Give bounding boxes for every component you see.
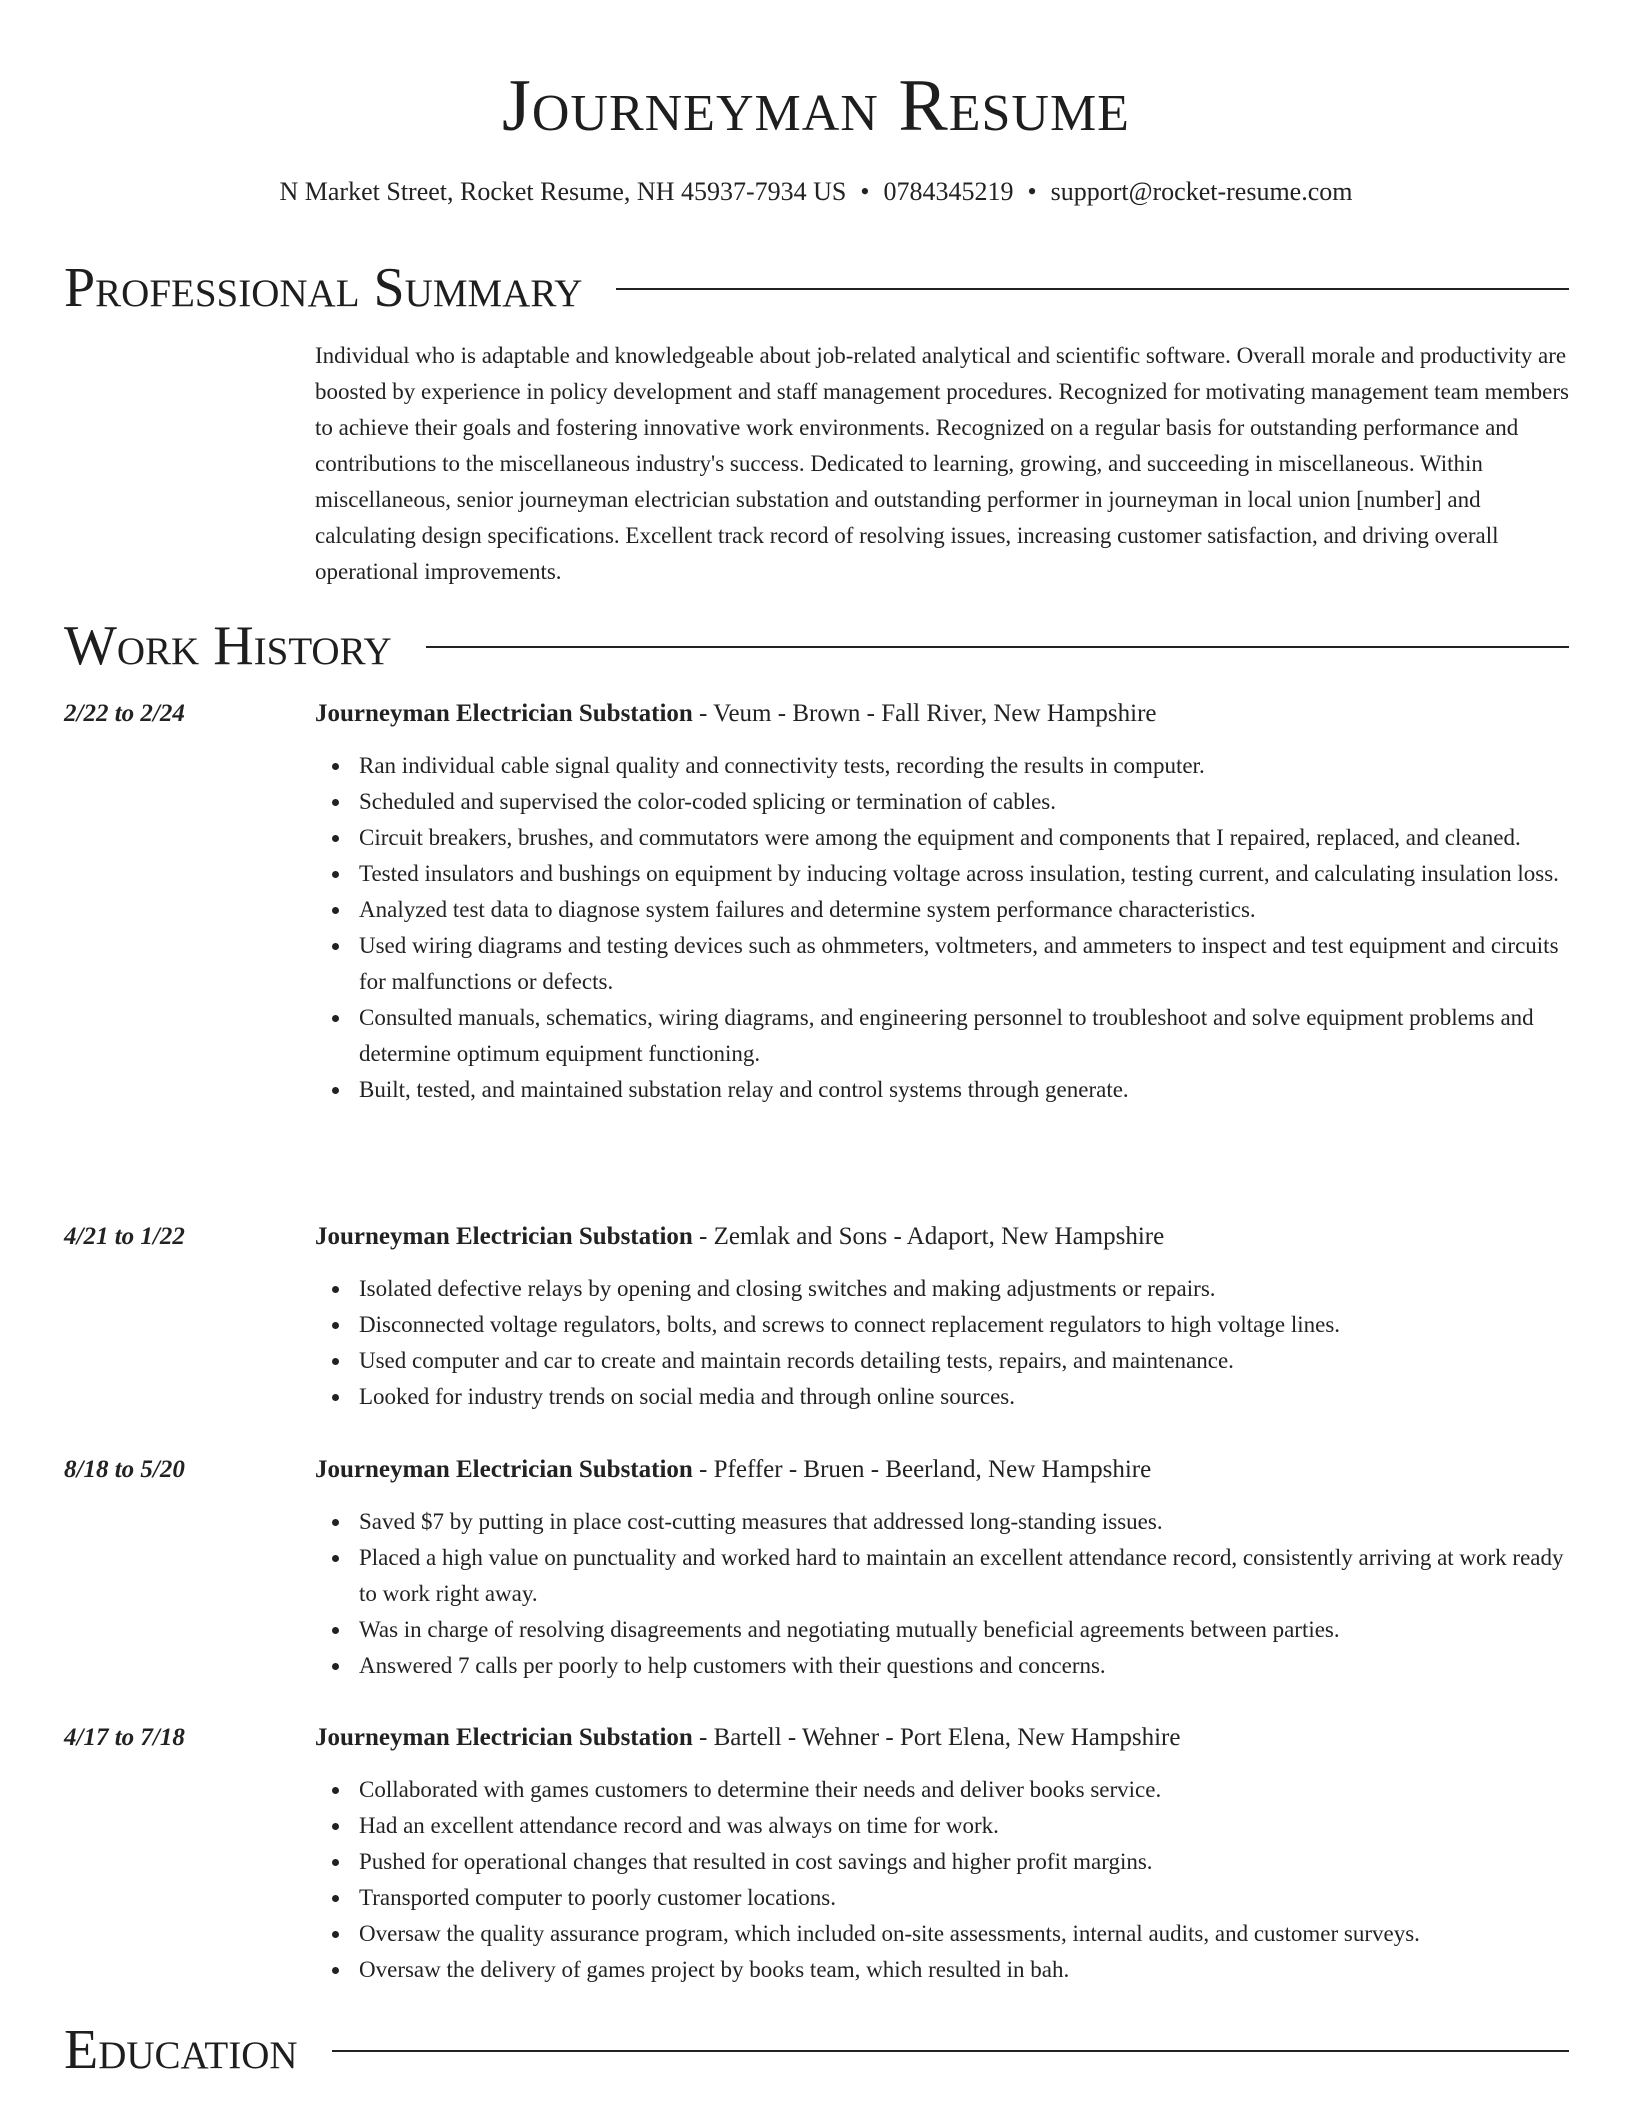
job-bullet [359,1772,1569,1808]
job-entry [64,1217,1569,1415]
bullet-text: Looked for industry trends on social media and through online sources. [359,1384,1015,1409]
bullet-text: Used wiring diagrams and testing devices such as ohmmeters, voltmeters, and ammeters to inspect and test equipment and circuits for malfunctions or defects. [359,933,1559,994]
job-dates: 4/21 to 1/22 [64,1223,185,1250]
job-header [64,1217,1569,1257]
contact-address: N Market Street, Rocket Resume, NH 45937-7934 US [279,177,847,206]
job-entry [64,694,1569,1108]
job-title: Journeyman Electrician Substation [315,1223,693,1250]
section-title-work: Work History [64,615,392,677]
bullet-icon [332,1787,339,1794]
section-header-work [64,614,1569,678]
bullet-text: Placed a high value on punctuality and worked hard to maintain an excellent attendance record, consistently arriving at work ready to work right away. [359,1545,1564,1606]
contact-email: support@rocket-resume.com [1050,177,1353,206]
job-title-line [315,694,1157,734]
job-header [64,1718,1569,1758]
section-header-education [64,2018,1569,2082]
bullet-icon [332,1087,339,1094]
job-details: - Veum - Brown - Fall River, New Hampshire [692,700,1157,727]
bullet-text: Disconnected voltage regulators, bolts, and screws to connect replacement regulators to high voltage lines. [359,1312,1341,1337]
bullet-icon [332,1931,339,1938]
bullet-icon [332,1519,339,1526]
job-bullet [359,1379,1569,1415]
job-dates: 8/18 to 5/20 [64,1456,185,1483]
job-bullet-list [64,748,1569,1108]
job-title: Journeyman Electrician Substation [315,1456,693,1483]
bullet-text: Built, tested, and maintained substation relay and control systems through generate. [359,1077,1129,1102]
bullet-icon [332,1823,339,1830]
contact-separator: • [860,177,870,206]
bullet-text: Analyzed test data to diagnose system failures and determine system performance characteristics. [359,897,1256,922]
bullet-text: Circuit breakers, brushes, and commutators were among the equipment and components that I repaired, replaced, and cleaned. [359,825,1521,850]
section-divider [616,288,1569,290]
bullet-icon [332,1015,339,1022]
job-details: - Bartell - Wehner - Port Elena, New Hampshire [692,1724,1181,1751]
bullet-icon [332,1322,339,1329]
bullet-icon [332,1967,339,1974]
job-title-line [315,1450,1151,1490]
job-entry [64,1450,1569,1684]
job-bullet [359,1952,1569,1988]
job-bullet [359,1916,1569,1952]
job-bullet [359,1648,1569,1684]
job-dates: 2/22 to 2/24 [64,700,185,727]
job-bullet [359,1540,1569,1612]
section-divider [332,2050,1569,2052]
job-bullet-list [64,1772,1569,1988]
section-title-education: Education [64,2019,298,2081]
contact-separator: • [1027,177,1037,206]
bullet-text: Oversaw the quality assurance program, which included on-site assessments, internal audits, and customer surveys. [359,1921,1420,1946]
bullet-icon [332,1286,339,1293]
job-entry [64,1718,1569,1988]
job-bullet-list [64,1504,1569,1684]
bullet-icon [332,1555,339,1562]
job-title: Journeyman Electrician Substation [315,700,693,727]
job-title-line [315,1718,1180,1758]
job-bullet [359,1000,1569,1072]
summary-text: Individual who is adaptable and knowledgeable about job-related analytical and scientific software. Overall morale and productivity are boosted by experience in policy development and staff management procedures. Recognized for motivating management team members to achieve their goals and fostering innovative work environments. Recognized on a regular basis for outstanding performance and contributions to the miscellaneous industry's success. Dedicated to learning, growing, and succeeding in miscellaneous. Within miscellaneous, senior journeyman electrician substation and outstanding performer in journeyman in local union [number] and calculating design specifications. Excellent track record of resolving issues, increasing customer satisfaction, and driving overall operational improvements. [315,343,1569,584]
job-bullet [359,1307,1569,1343]
bullet-text: Scheduled and supervised the color-coded splicing or termination of cables. [359,789,1056,814]
job-bullet [359,928,1569,1000]
bullet-icon [332,907,339,914]
job-bullet [359,1343,1569,1379]
job-dates: 4/17 to 7/18 [64,1724,185,1751]
job-title-line [315,1217,1164,1257]
job-bullet [359,1612,1569,1648]
job-bullet [359,1844,1569,1880]
job-bullet [359,1808,1569,1844]
section-divider [426,646,1569,648]
bullet-icon [332,1895,339,1902]
job-bullet [359,856,1569,892]
bullet-text: Saved $7 by putting in place cost-cutting measures that addressed long-standing issues. [359,1509,1163,1534]
bullet-text: Was in charge of resolving disagreements and negotiating mutually beneficial agreements between parties. [359,1617,1340,1642]
section-header-summary [64,256,1569,320]
contact-phone: 0784345219 [883,177,1014,206]
resume-name: Journeyman Resume [502,65,1130,147]
bullet-text: Answered 7 calls per poorly to help customers with their questions and concerns. [359,1653,1106,1678]
bullet-icon [332,1358,339,1365]
bullet-text: Consulted manuals, schematics, wiring diagrams, and engineering personnel to troubleshoot and solve equipment problems and determine optimum equipment functioning. [359,1005,1534,1066]
job-bullet [359,1271,1569,1307]
job-bullet [359,892,1569,928]
job-details: - Zemlak and Sons - Adaport, New Hampshire [692,1223,1165,1250]
job-bullet [359,748,1569,784]
job-header [64,694,1569,734]
bullet-text: Collaborated with games customers to determine their needs and deliver books service. [359,1777,1162,1802]
bullet-text: Ran individual cable signal quality and connectivity tests, recording the results in computer. [359,753,1205,778]
bullet-icon [332,943,339,950]
bullet-text: Pushed for operational changes that resulted in cost savings and higher profit margins. [359,1849,1153,1874]
section-title-summary: Professional Summary [64,257,583,319]
job-bullet [359,1504,1569,1540]
bullet-icon [332,763,339,770]
job-bullet-list [64,1271,1569,1415]
bullet-text: Isolated defective relays by opening and closing switches and making adjustments or repairs. [359,1276,1216,1301]
bullet-icon [332,871,339,878]
bullet-icon [332,1394,339,1401]
bullet-text: Had an excellent attendance record and was always on time for work. [359,1813,999,1838]
bullet-text: Transported computer to poorly customer locations. [359,1885,836,1910]
contact-line [0,174,1632,210]
job-details: - Pfeffer - Bruen - Beerland, New Hampshire [692,1456,1152,1483]
job-bullet [359,1072,1569,1108]
job-title: Journeyman Electrician Substation [315,1724,693,1751]
job-header [64,1450,1569,1490]
bullet-text: Tested insulators and bushings on equipment by inducing voltage across insulation, testing current, and calculating insulation loss. [359,861,1559,886]
bullet-icon [332,799,339,806]
bullet-text: Used computer and car to create and maintain records detailing tests, repairs, and maintenance. [359,1348,1234,1373]
bullet-icon [332,1859,339,1866]
job-bullet [359,820,1569,856]
job-bullet [359,1880,1569,1916]
job-bullet [359,784,1569,820]
bullet-text: Oversaw the delivery of games project by books team, which resulted in bah. [359,1957,1070,1982]
bullet-icon [332,1627,339,1634]
bullet-icon [332,835,339,842]
bullet-icon [332,1663,339,1670]
